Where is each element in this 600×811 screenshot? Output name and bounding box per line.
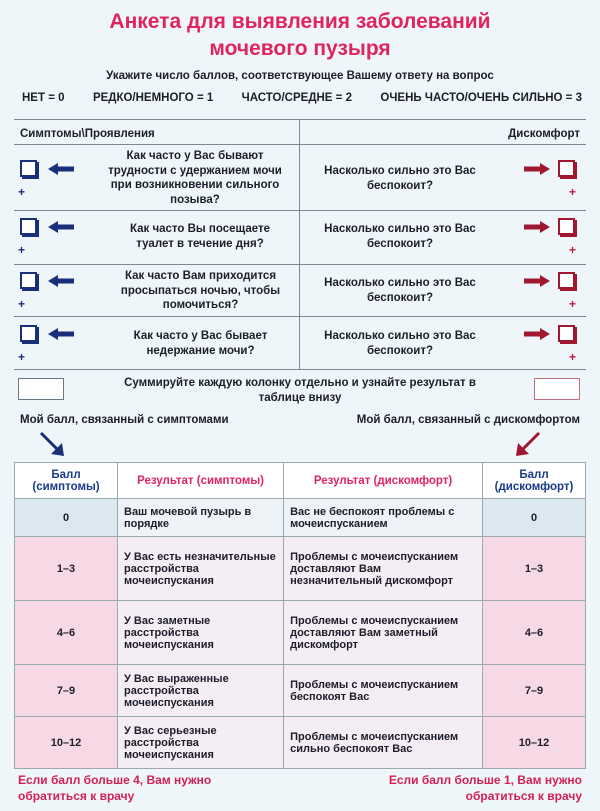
score-discomfort-cell: 0 <box>483 499 586 537</box>
result-symptoms-cell: У Вас серьезные расстройства мочеиспускания <box>118 717 284 769</box>
question-2: Как часто Вы посещаете туалет в течение дня? <box>129 223 271 250</box>
discomfort-column-header: Дискомфорт <box>508 128 580 140</box>
score-discomfort-cell: 4–6 <box>483 601 586 665</box>
header-score-discomfort: Балл (дискомфорт) <box>483 463 586 499</box>
arrow-left-icon <box>48 221 74 233</box>
plus-sign: + <box>569 243 577 257</box>
symptom-score-box-1[interactable] <box>20 160 37 177</box>
result-symptoms-cell: Ваш мочевой пузырь в порядке <box>118 499 284 537</box>
result-discomfort-cell: Вас не беспокоят проблемы с мочеиспусканием <box>284 499 483 537</box>
arrow-right-icon <box>524 328 550 340</box>
discomfort-question-4: Насколько сильно это Вас беспокоит? <box>324 330 476 357</box>
discomfort-total-box[interactable] <box>534 378 580 400</box>
header-score-symptoms: Балл (симптомы) <box>15 463 118 499</box>
score-symptoms-cell: 0 <box>15 499 118 537</box>
divider <box>14 316 586 317</box>
discomfort-score-box-3[interactable] <box>558 272 575 289</box>
table-header-row <box>15 463 586 499</box>
symptoms-total-box[interactable] <box>18 378 64 400</box>
question-3: Как часто Вам приходится просыпаться ночью, чтобы помочиться? <box>120 270 281 311</box>
arrow-down-left-icon <box>512 430 542 458</box>
page-title-line2: мочевого пузыря <box>209 37 391 60</box>
arrow-down-right-icon <box>38 430 68 458</box>
divider <box>14 144 586 145</box>
divider <box>14 264 586 265</box>
symptom-score-box-4[interactable] <box>20 325 37 342</box>
result-discomfort-cell: Проблемы с мочеиспусканием беспокоят Вас <box>284 665 483 717</box>
page-title: Анкета для выявления заболеваний <box>109 10 491 33</box>
table-row <box>15 499 586 537</box>
discomfort-score-box-2[interactable] <box>558 218 575 235</box>
column-divider <box>299 119 300 369</box>
footer-note-discomfort: Если балл больше 1, Вам нужно обратиться к врачу <box>388 773 582 803</box>
scale-rarely: РЕДКО/НЕМНОГО = 1 <box>92 92 214 104</box>
score-discomfort-cell: 7–9 <box>483 665 586 717</box>
score-symptoms-cell: 10–12 <box>15 717 118 769</box>
result-discomfort-cell: Проблемы с мочеиспусканием сильно беспокоят Вас <box>284 717 483 769</box>
my-symptoms-score-label: Мой балл, связанный с симптомами <box>20 414 229 426</box>
arrow-left-icon <box>48 275 74 287</box>
score-symptoms-cell: 7–9 <box>15 665 118 717</box>
table-row <box>15 717 586 769</box>
result-symptoms-cell: У Вас выраженные расстройства мочеиспускания <box>118 665 284 717</box>
score-symptoms-cell: 1–3 <box>15 537 118 601</box>
plus-sign: + <box>569 185 577 199</box>
instruction-text: Укажите число баллов, соответствующее Вашему ответу на вопрос <box>106 70 494 82</box>
footer-note-symptoms: Если балл больше 4, Вам нужно обратиться к врачу <box>18 773 212 803</box>
discomfort-question-2: Насколько сильно это Вас беспокоит? <box>324 223 476 250</box>
question-1: Как часто у Вас бывают трудности с удержанием мочи при возникновении сильного позыва? <box>108 150 282 206</box>
result-discomfort-cell: Проблемы с мочеиспусканием доставляют Вам заметный дискомфорт <box>284 601 483 665</box>
arrow-left-icon <box>48 163 74 175</box>
score-symptoms-cell: 4–6 <box>15 601 118 665</box>
header-result-symptoms: Результат (симптомы) <box>118 463 284 499</box>
arrow-right-icon <box>524 163 550 175</box>
result-discomfort-cell: Проблемы с мочеиспусканием доставляют Вам незначительный дискомфорт <box>284 537 483 601</box>
plus-sign: + <box>18 243 26 257</box>
plus-sign: + <box>18 297 26 311</box>
result-symptoms-cell: У Вас есть незначительные расстройства мочеиспускания <box>118 537 284 601</box>
plus-sign: + <box>569 297 577 311</box>
divider <box>14 119 586 120</box>
summary-instruction: Суммируйте каждую колонку отдельно и узнайте результат в таблице внизу <box>124 377 476 404</box>
score-scale <box>22 92 582 104</box>
arrow-left-icon <box>48 328 74 340</box>
plus-sign: + <box>18 350 26 364</box>
results-table <box>14 462 586 769</box>
header-result-discomfort: Результат (дискомфорт) <box>284 463 483 499</box>
table-row <box>15 665 586 717</box>
my-discomfort-score-label: Мой балл, связанный с дискомфортом <box>356 414 580 426</box>
plus-sign: + <box>18 185 26 199</box>
table-row <box>15 537 586 601</box>
scale-none: НЕТ = 0 <box>22 92 65 104</box>
table-row <box>15 601 586 665</box>
score-discomfort-cell: 1–3 <box>483 537 586 601</box>
discomfort-score-box-1[interactable] <box>558 160 575 177</box>
divider <box>14 210 586 211</box>
score-discomfort-cell: 10–12 <box>483 717 586 769</box>
symptom-score-box-2[interactable] <box>20 218 37 235</box>
discomfort-score-box-4[interactable] <box>558 325 575 342</box>
discomfort-question-1: Насколько сильно это Вас беспокоит? <box>324 165 476 192</box>
plus-sign: + <box>569 350 577 364</box>
question-4: Как часто у Вас бывает недержание мочи? <box>133 330 268 357</box>
result-symptoms-cell: У Вас заметные расстройства мочеиспускания <box>118 601 284 665</box>
symptoms-column-header: Симптомы\Проявления <box>20 128 155 140</box>
discomfort-question-3: Насколько сильно это Вас беспокоит? <box>324 277 476 304</box>
scale-often: ЧАСТО/СРЕДНЕ = 2 <box>241 92 352 104</box>
scale-very-often: ОЧЕНЬ ЧАСТО/ОЧЕНЬ СИЛЬНО = 3 <box>380 92 582 104</box>
arrow-right-icon <box>524 275 550 287</box>
symptom-score-box-3[interactable] <box>20 272 37 289</box>
arrow-right-icon <box>524 221 550 233</box>
divider <box>14 369 586 370</box>
